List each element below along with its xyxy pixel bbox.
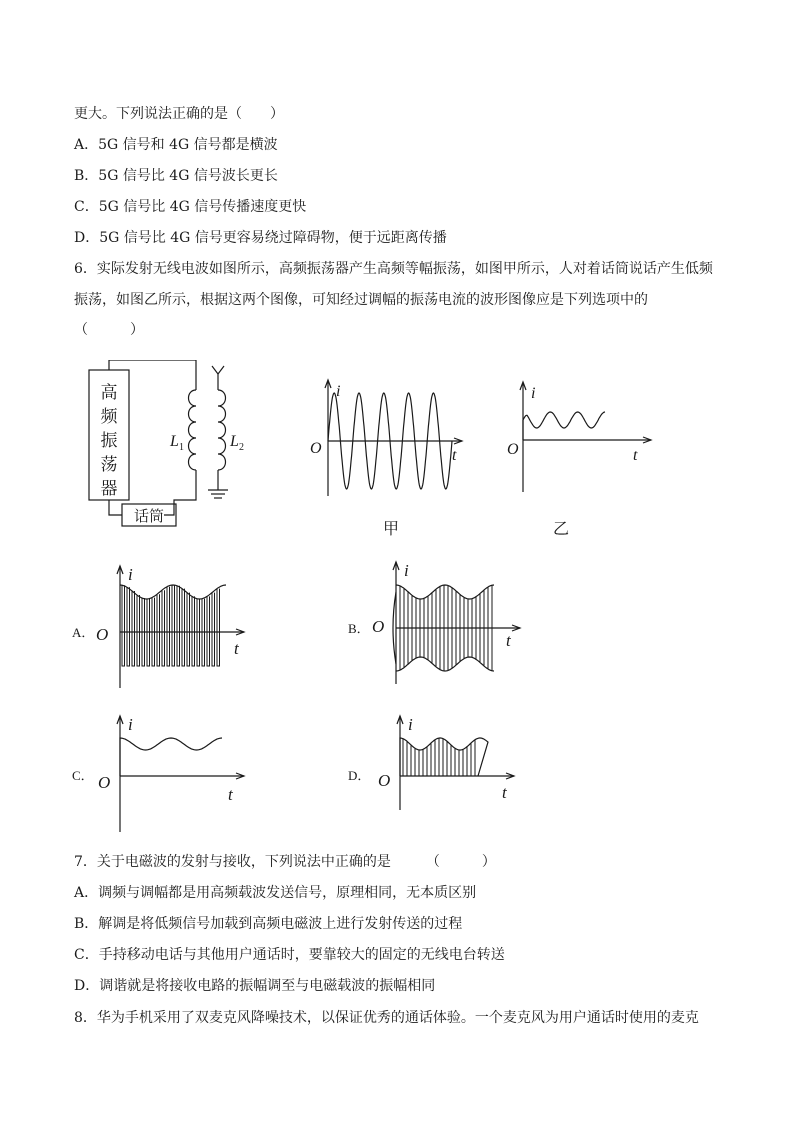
coil-l1	[189, 390, 197, 470]
q6-option-d-graph	[372, 712, 522, 812]
oscillator-char: 频	[100, 407, 118, 426]
origin-label: O	[372, 617, 385, 636]
q5-option-c: C．5G 信号比 4G 信号传播速度更快	[74, 199, 307, 215]
q8-stem-line1: 8．华为手机采用了双麦克风降噪技术，以保证优秀的通话体验。一个麦克风为用户通话时使用的麦克	[74, 1010, 699, 1026]
i-label: i	[336, 383, 341, 400]
graph-yi-audio	[505, 380, 655, 496]
q6-stem-line1: 6．实际发射无线电波如图所示，高频振荡器产生高频等幅振荡，如图甲所示，人对着话筒说话产生低频	[74, 261, 713, 277]
i-label: i	[128, 715, 133, 734]
oscillator-char: 荡	[100, 455, 118, 474]
transmitter-circuit-diagram	[84, 360, 264, 550]
t-label: t	[633, 447, 638, 464]
q6-option-b-graph	[368, 558, 528, 688]
q6-answer-blank: （ ）	[74, 322, 144, 338]
origin-label: O	[310, 440, 322, 457]
t-label: t	[234, 639, 239, 658]
oscillator-char: 器	[100, 479, 118, 498]
audio-wave	[523, 412, 605, 440]
t-label: t	[452, 447, 457, 464]
i-label: i	[128, 565, 133, 584]
graph-jia-carrier	[306, 378, 466, 498]
q6-option-b-letter: B．	[348, 621, 370, 636]
l2-label: L	[230, 433, 239, 450]
l1-subscript: 1	[179, 442, 184, 453]
i-label: i	[404, 561, 409, 580]
q6-option-c-letter: C．	[72, 768, 94, 783]
q7-option-a: A．调频与调幅都是用高频载波发送信号，原理相同，无本质区别	[74, 885, 477, 901]
coil-l2	[218, 390, 226, 470]
oscillator-char: 振	[100, 431, 118, 450]
t-label: t	[506, 631, 511, 650]
i-label: i	[531, 385, 536, 402]
oscillator-char: 高	[100, 383, 118, 402]
t-label: t	[228, 785, 233, 804]
figure-label-jia: 甲	[383, 521, 400, 538]
q7-option-b: B．解调是将低频信号加载到高频电磁波上进行发射传送的过程	[74, 916, 463, 932]
q7-stem: 7．关于电磁波的发射与接收，下列说法中正确的是 （ ）	[74, 854, 496, 870]
q6-option-a-graph	[92, 562, 252, 692]
origin-label: O	[378, 771, 391, 790]
microphone-label: 话筒	[133, 509, 165, 525]
q5-stem-tail: 更大。下列说法正确的是（ ）	[74, 106, 284, 122]
q5-option-b: B．5G 信号比 4G 信号波长更长	[74, 168, 278, 184]
q6-option-a-letter: A．	[72, 625, 95, 640]
q6-stem-line2: 振荡，如图乙所示，根据这两个图像，可知经过调幅的振荡电流的波形图像应是下列选项中的	[74, 292, 648, 308]
l2-subscript: 2	[239, 442, 244, 453]
q5-option-a: A．5G 信号和 4G 信号都是横波	[74, 137, 278, 153]
origin-label: O	[98, 773, 111, 792]
t-label: t	[502, 783, 507, 802]
q7-option-c: C．手持移动电话与其他用户通话时，要靠较大的固定的无线电台转送	[74, 947, 505, 963]
origin-label: O	[507, 441, 519, 458]
i-label: i	[408, 715, 413, 734]
q6-option-d-letter: D．	[348, 768, 371, 783]
q5-option-d: D．5G 信号比 4G 信号更容易绕过障碍物，便于远距离传播	[74, 230, 447, 246]
q6-option-c-graph	[92, 712, 252, 834]
figure-label-yi: 乙	[553, 521, 570, 538]
q7-option-d: D．调谐就是将接收电路的振幅调至与电磁载波的振幅相同	[74, 978, 436, 994]
l1-label: L	[170, 433, 179, 450]
origin-label: O	[96, 625, 109, 644]
